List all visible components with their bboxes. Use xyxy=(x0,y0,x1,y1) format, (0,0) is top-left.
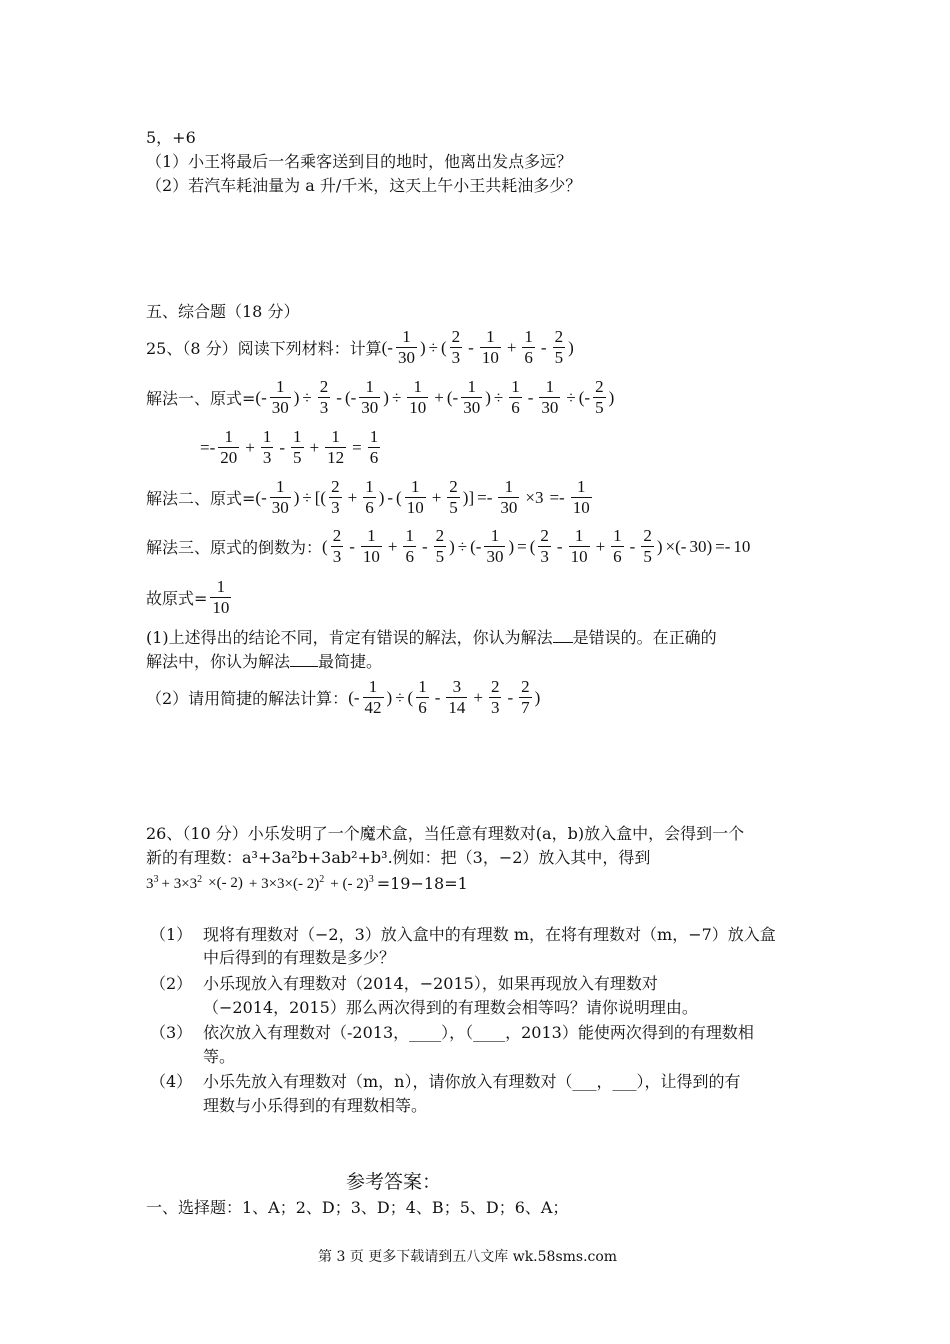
p26-intro-a: 26、（10 分）小乐发明了一个魔术盒，当任意有理数对(a，b)放入盒中，会得到一个 xyxy=(146,824,745,843)
question-1: （1）小王将最后一名乘客送到目的地时，他离出发点多远？ xyxy=(146,152,573,171)
p26-item-text-a: 依次放入有理数对（-2013，____），（____，2013）能使两次得到的有理数相 xyxy=(203,1023,754,1042)
p26-item-num: （2） xyxy=(150,974,193,993)
section-title: 五、综合题（18 分） xyxy=(146,302,300,321)
p26-item-text-a: 小乐现放入有理数对（2014，−2015），如果再现放入有理数对 xyxy=(203,974,658,993)
p26-item-text-a: 小乐先放入有理数对（m，n），请你放入有理数对（___，___），让得到的有 xyxy=(203,1072,741,1091)
page-footer: 第 3 页 更多下载请到五八文库 wk.58sms.com xyxy=(318,1249,618,1265)
p25-q1-a: (1)上述得出的结论不同，肯定有错误的解法，你认为解法 xyxy=(146,628,553,647)
p26-item-text-b: 中后得到的有理数是多少？ xyxy=(203,948,396,967)
p26-item-text-b: 理数与小乐得到的有理数相等。 xyxy=(203,1096,428,1115)
solution-1: 解法一、原式= (- $\frac{1}{30}$ ) ÷ $\frac{2}{3}$ - (- $\frac{1}{30}$ ) ÷ $\frac{1}{10}$ + (- $\frac{1}{30}$ ) ÷ $\frac{1}{6}$ - $\frac{1}{30}$ ÷ (- $\frac{2}{5}$ ) xyxy=(146,377,615,417)
p25-expression: 25、（8 分）阅读下列材料：计算 (- $\frac{1}{30}$ ) ÷ ( $\frac{2}{3}$ - $\frac{1}{10}$ + $\frac{1}{6}$ - $\frac{2}{5}$ ) xyxy=(146,327,574,367)
conclusion-label: 故原式= xyxy=(146,589,208,608)
p25-q2: （2）请用简捷的解法计算： (- $\frac{1}{42}$ ) ÷ ( $\frac{1}{6}$ - $\frac{3}{14}$ + $\frac{2}{3}$ - $\frac{2}{7}$ ) xyxy=(146,677,541,717)
p26-intro-b: 新的有理数：a³+3a²b+3ab²+b³.例如：把（3，−2）放入其中，得到 xyxy=(146,848,651,867)
p26-item-num: （4） xyxy=(150,1072,193,1091)
p26-item-text-a: 现将有理数对（−2，3）放入盒中的有理数 m，在将有理数对（m，−7）放入盒 xyxy=(203,925,776,944)
solution-3-label: 解法三、原式的倒数为： xyxy=(146,538,323,557)
conclusion: 故原式= $\frac{1}{10}$ xyxy=(146,577,230,617)
answers-line-1: 一、选择题：1、A；2、D；3、D；4、B；5、D；6、A； xyxy=(146,1198,569,1217)
p25-q1-line2 xyxy=(146,650,382,672)
solution-1-cont: =- $\frac{1}{20}$ + $\frac{1}{3}$ - $\frac{1}{5}$ + $\frac{1}{12}$ = $\frac{1}{6}$ xyxy=(200,427,379,467)
p25-q2-label: （2）请用简捷的解法计算： xyxy=(146,689,349,708)
p26-item-num: （3） xyxy=(150,1023,193,1042)
p26-item-num: （1） xyxy=(150,925,193,944)
blank xyxy=(553,626,573,643)
p26-example-result: =19−18=1 xyxy=(376,874,468,893)
top-line-a: 5，+6 xyxy=(146,128,196,147)
solution-2: 解法二、原式= (- $\frac{1}{30}$ ) ÷ [( $\frac{2}{3}$ + $\frac{1}{6}$ ) - ( $\frac{1}{10}$ + $\frac{2}{5}$ )] =- $\frac{1}{30}$ ×3 =- $\frac{1}{10}$ xyxy=(146,477,590,517)
p26-item-text-b: （−2014，2015）那么两次得到的有理数会相等吗？请你说明理由。 xyxy=(203,998,698,1017)
solution-2-label: 解法二、原式= xyxy=(146,489,256,508)
p25-q1-b: 是错误的。在正确的 xyxy=(572,628,717,647)
solution-3: 解法三、原式的倒数为： ( $\frac{2}{3}$ - $\frac{1}{10}$ + $\frac{1}{6}$ - $\frac{2}{5}$ ) ÷ (- $\frac{1}{30}$ ) = ( $\frac{2}{3}$ - $\frac{1}{10}$ + $\frac{1}{6}$ - $\frac{2}{5}$ ) ×(- 30) =- 10 xyxy=(146,526,751,566)
p25-q1-c: 解法中，你认为解法 xyxy=(146,652,291,671)
p25-q1-line1 xyxy=(146,626,717,648)
p26-item-text-b: 等。 xyxy=(203,1047,236,1066)
p26-example: $3^3$ + $3\times 3^2$ ×(- 2) + 3×3×(- 2)$^2$ + (- 2)$^3$ =19−18=1 xyxy=(146,874,468,893)
solution-1-label: 解法一、原式= xyxy=(146,389,256,408)
p25-q1-d: 最简捷。 xyxy=(318,652,383,671)
answers-title: 参考答案： xyxy=(346,1171,442,1193)
p25-intro: 25、（8 分）阅读下列材料：计算 xyxy=(146,339,382,358)
blank xyxy=(290,650,318,667)
question-2: （2）若汽车耗油量为 a 升/千米，这天上午小王共耗油多少？ xyxy=(146,176,582,195)
